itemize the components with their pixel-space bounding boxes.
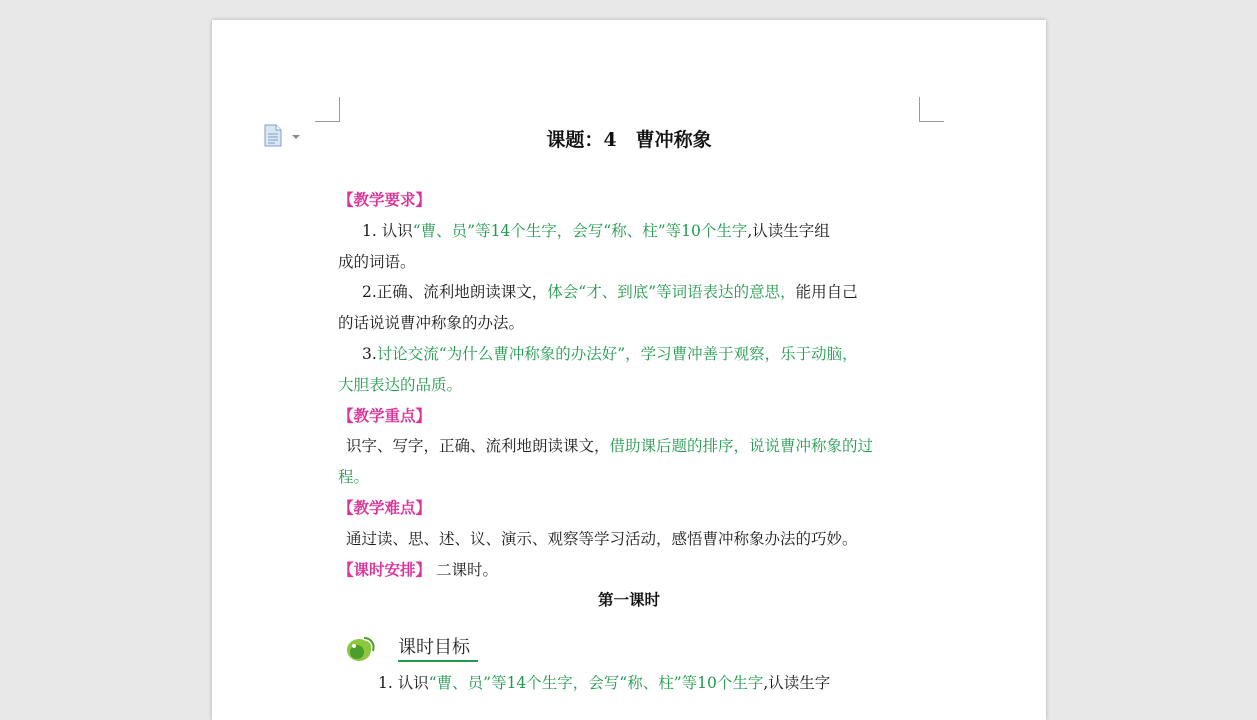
margin-corner-top-right xyxy=(919,97,944,122)
lesson-target-row xyxy=(338,630,920,668)
schedule-heading: 【课时安排】 xyxy=(338,559,432,579)
requirement-1-cont: 成的词语。 xyxy=(338,252,416,271)
lesson-title: 第一课时 xyxy=(597,590,660,610)
focus-text: 识字、写字，正确、流利地朗读课文，借助课后题的排序，说说曹冲称象的过 xyxy=(346,437,874,456)
focus-cont: 程。 xyxy=(338,468,370,487)
requirements-heading: 【教学要求】 xyxy=(338,190,432,209)
requirement-3: 3.讨论交流“为什么曹冲称象的办法好”，学习曹冲善于观察，乐于动脑， xyxy=(362,344,858,363)
difficulty-text: 通过读、思、述、议、演示、观察等学习活动，感悟曹冲称象办法的巧妙。 xyxy=(346,529,858,548)
document-title: 课题：4 曹冲称象 xyxy=(546,129,712,151)
margin-corner-top-left xyxy=(315,97,340,122)
focus-heading: 【教学重点】 xyxy=(338,405,432,425)
requirement-3-cont: 大胆表达的品质。 xyxy=(338,375,463,394)
document-body xyxy=(338,185,920,699)
lesson-target-logo-icon xyxy=(344,632,378,664)
target-1: 1. 认识“曹、员”等14个生字，会写“称、柱”等10个生字,认读生字 xyxy=(378,674,831,693)
difficulty-heading: 【教学难点】 xyxy=(338,497,432,517)
lesson-target-title: 课时目标 xyxy=(398,636,478,662)
schedule-line: 【课时安排】 二课时。 xyxy=(338,559,498,579)
requirement-2: 2.正确、流利地朗读课文，体会“才、到底”等词语表达的意思，能用自己 xyxy=(362,283,858,302)
requirement-1: 1. 认识“曹、员”等14个生字，会写“称、柱”等10个生字,认读生字组 xyxy=(362,221,830,240)
requirement-2-cont: 的话说说曹冲称象的办法。 xyxy=(338,314,525,333)
document-page xyxy=(212,20,1046,720)
